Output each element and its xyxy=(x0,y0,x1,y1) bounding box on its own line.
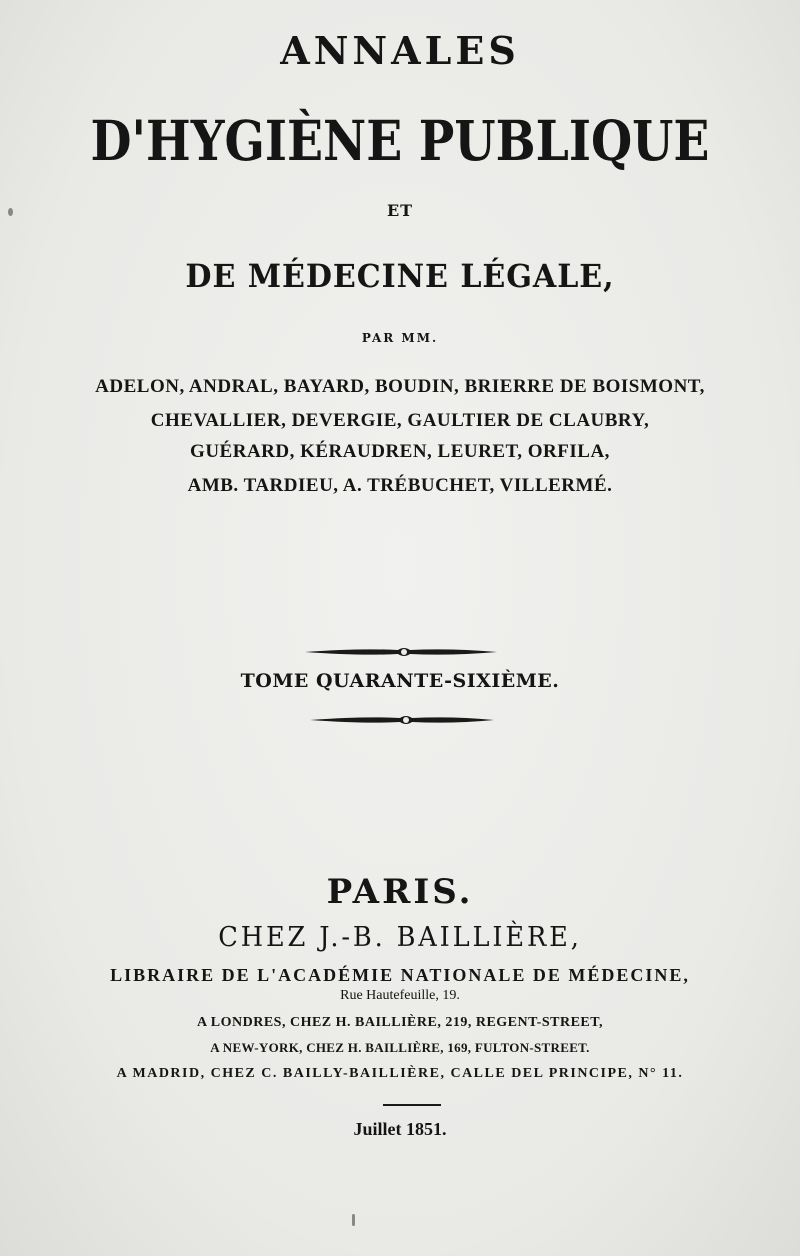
journal-title-annales: ANNALES xyxy=(280,28,520,73)
volume-label: TOME QUARANTE-SIXIÈME. xyxy=(240,670,560,692)
authors-line-2: CHEVALLIER, DEVERGIE, GAULTIER DE CLAUBRY, xyxy=(150,410,650,431)
authors-intro: PAR MM. xyxy=(361,331,439,345)
ornamental-rule-bottom xyxy=(0,713,800,727)
publisher-title: LIBRAIRE DE L'ACADÉMIE NATIONALE DE MÉDECINE, xyxy=(110,965,690,985)
publisher-address: Rue Hautefeuille, 19. xyxy=(340,988,460,1003)
authors-line-1: ADELON, ANDRAL, BAYARD, BOUDIN, BRIERRE DE BOISMONT, xyxy=(95,376,705,397)
paper-speck xyxy=(8,208,13,216)
divider-rule xyxy=(383,1104,441,1106)
branch-madrid: A MADRID, CHEZ C. BAILLY-BAILLIÈRE, CALLE DEL PRINCIPE, N° 11. xyxy=(116,1066,684,1081)
paper-speck xyxy=(352,1214,355,1226)
publisher-city: PARIS. xyxy=(326,872,474,912)
branch-london: A LONDRES, CHEZ H. BAILLIÈRE, 219, REGENT-STREET, xyxy=(196,1015,604,1030)
publisher-name: CHEZ J.-B. BAILLIÈRE, xyxy=(218,922,582,953)
branch-new-york: A NEW-YORK, CHEZ H. BAILLIÈRE, 169, FULTON-STREET. xyxy=(210,1040,590,1055)
publication-date: Juillet 1851. xyxy=(353,1119,447,1139)
authors-line-3: GUÉRARD, KÉRAUDREN, LEURET, ORFILA, xyxy=(190,441,610,462)
journal-title-hygiene: D'HYGIÈNE PUBLIQUE xyxy=(90,108,710,173)
journal-title-medecine: DE MÉDECINE LÉGALE, xyxy=(185,257,615,295)
ornamental-rule-top xyxy=(0,645,800,659)
journal-title-conjunction: ET xyxy=(386,201,414,220)
authors-line-4: AMB. TARDIEU, A. TRÉBUCHET, VILLERMÉ. xyxy=(187,475,613,496)
